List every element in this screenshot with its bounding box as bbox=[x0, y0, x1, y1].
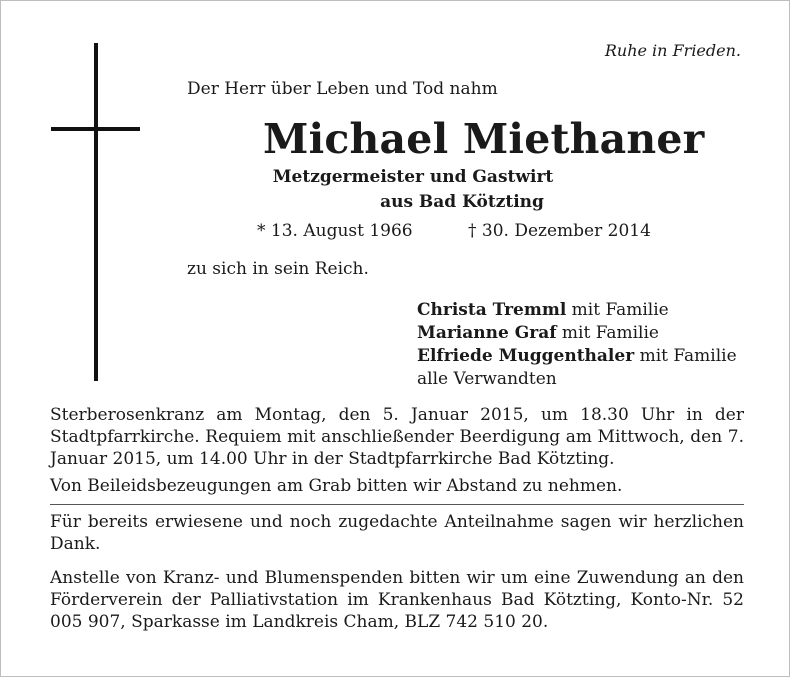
mourner-name: Marianne Graf bbox=[417, 323, 557, 343]
mourner-name: Christa Tremml bbox=[417, 300, 567, 320]
funeral-paragraph: Sterberosenkranz am Montag, den 5. Januar 2015, um 18.30 Uhr in der Stadtpfarrkirche. Requiem mit anschließender Beerdigung am Mittwoch, den 7. Januar 2015, um 14.00 Uhr in der Stadtpfarrkirche Bad Kötzting. bbox=[50, 405, 744, 469]
mourners-list bbox=[417, 299, 737, 391]
mourner-suffix: mit Familie bbox=[556, 323, 659, 343]
mourner-line bbox=[417, 368, 737, 391]
mourner-line bbox=[417, 322, 737, 345]
mourner-name: Elfriede Muggenthaler bbox=[417, 346, 635, 366]
intro-text: Der Herr über Leben und Tod nahm bbox=[187, 79, 498, 99]
mourner-suffix: alle Verwandten bbox=[417, 369, 557, 389]
occupation-line-1: Metzgermeister und Gastwirt bbox=[272, 167, 554, 187]
divider bbox=[50, 504, 744, 505]
motto: Ruhe in Frieden. bbox=[604, 41, 741, 60]
deceased-name: Michael Miethaner bbox=[263, 115, 705, 163]
mourner-suffix: mit Familie bbox=[566, 300, 669, 320]
occupation-line-2: aus Bad Kötzting bbox=[380, 192, 544, 212]
birth-date: * 13. August 1966 bbox=[257, 221, 413, 241]
donation-paragraph: Anstelle von Kranz- und Blumenspenden bitten wir um eine Zuwendung an den Förderverein der Palliativstation im Krankenhaus Bad Kötzting, Konto-Nr. 52 005 907, Sparkasse im Landkreis Cham, BLZ 742 510 20. bbox=[50, 568, 744, 632]
thanks-paragraph: Für bereits erwiesene und noch zugedachte Anteilnahme sagen wir herzlichen Dank. bbox=[50, 512, 744, 554]
condolences-paragraph: Von Beileidsbezeugungen am Grab bitten wir Abstand zu nehmen. bbox=[50, 476, 623, 496]
death-date: † 30. Dezember 2014 bbox=[468, 221, 651, 241]
mourner-line bbox=[417, 299, 737, 322]
closing-text: zu sich in sein Reich. bbox=[187, 259, 369, 279]
cross-icon bbox=[94, 43, 98, 381]
mourner-suffix: mit Familie bbox=[634, 346, 737, 366]
mourner-line bbox=[417, 345, 737, 368]
cross-icon-bar bbox=[51, 127, 140, 131]
